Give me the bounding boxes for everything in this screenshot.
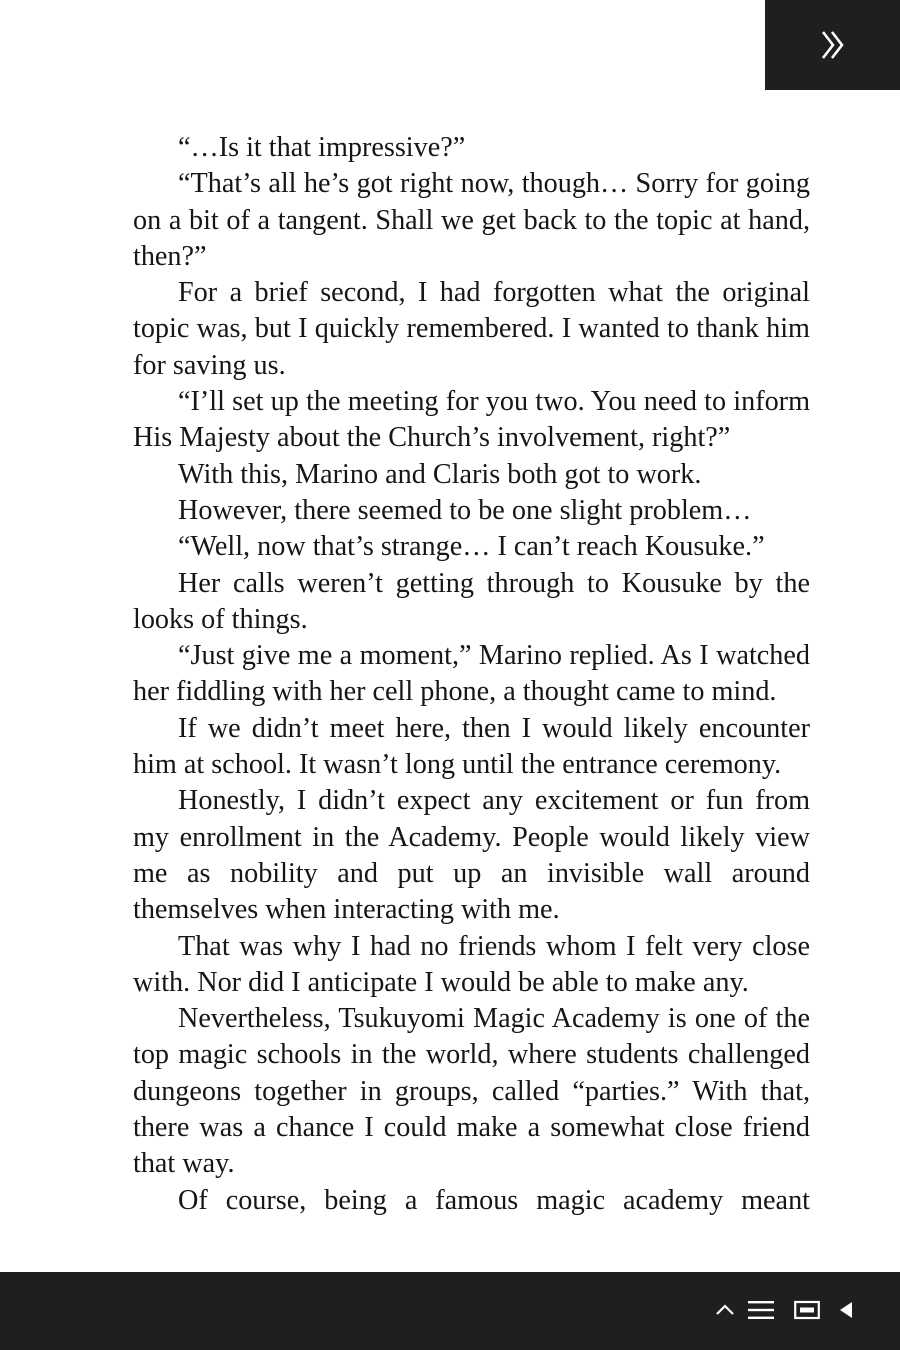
back-triangle-icon [838, 1301, 854, 1319]
paragraph: “I’ll set up the meeting for you two. You need to inform His Majesty about the Church’s involvement, right?” [133, 386, 810, 454]
menu-button[interactable] [747, 1298, 775, 1322]
hamburger-menu-icon [748, 1300, 774, 1320]
window-button[interactable] [793, 1298, 821, 1322]
paragraph: Honestly, I didn’t expect any excitement or fun from my enrollment in the Academy. People would likely view me as nobility and put up an invisible wall around themselves when interacting with me. [133, 785, 810, 926]
paragraph: For a brief second, I had forgotten what the original topic was, but I quickly remembered. I wanted to thank him for saving us. [133, 277, 810, 381]
paragraph: Her calls weren’t getting through to Kousuke by the looks of things. [133, 567, 810, 635]
next-page-button[interactable] [765, 0, 900, 90]
expand-button[interactable] [713, 1298, 737, 1322]
page-text [133, 130, 810, 1219]
paragraph: That was why I had no friends whom I felt very close with. Nor did I anticipate I would be able to make any. [133, 930, 810, 998]
paragraph: “…Is it that impressive?” [178, 132, 466, 163]
paragraph: With this, Marino and Claris both got to work. [178, 458, 702, 490]
double-chevron-right-icon [820, 30, 846, 60]
paragraph: “Just give me a moment,” Marino replied. As I watched her fiddling with her cell phone, a thought came to mind. [133, 640, 810, 708]
paragraph: However, there seemed to be one slight problem… [178, 494, 752, 526]
paragraph: If we didn’t meet here, then I would likely encounter him at school. It wasn’t long until the entrance ceremony. [133, 712, 810, 781]
paragraph: “Well, now that’s strange… I can’t reach Kousuke.” [178, 531, 765, 563]
bottom-navigation-bar [0, 1272, 900, 1350]
paragraph: Nevertheless, Tsukuyomi Magic Academy is one of the top magic schools in the world, where students challenged dungeons together in groups, called “parties.” With that, there was a chance I could make a somewhat close friend that way. [133, 1003, 810, 1180]
paragraph: Of course, being a famous magic academy meant [178, 1184, 810, 1216]
back-button[interactable] [836, 1298, 856, 1322]
paragraph: “That’s all he’s got right now, though… Sorry for going on a bit of a tangent. Shall we get back to the topic at hand, then?” [133, 168, 810, 272]
chevron-up-icon [715, 1303, 735, 1317]
window-icon [794, 1300, 820, 1320]
